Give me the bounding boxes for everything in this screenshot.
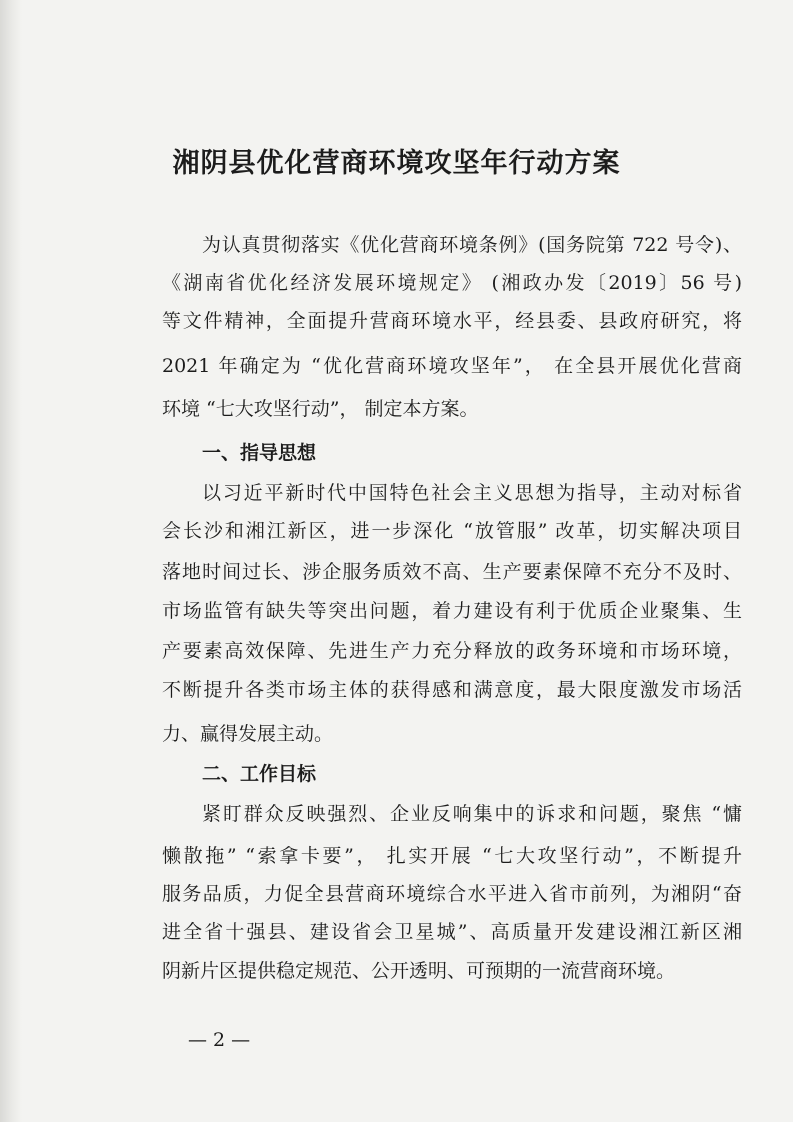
- section1-line-6: 不断提升各类市场主体的获得感和满意度，最大限度激发市场活: [162, 679, 742, 701]
- section2-line-2: 懒散拖” “索拿卡要”， 扎实开展 “七大攻坚行动”，不断提升: [162, 845, 742, 867]
- intro-line-4: 2021 年确定为 “优化营商环境攻坚年”， 在全县开展优化营商: [162, 355, 742, 377]
- section2-line-5: 阴新片区提供稳定规范、公开透明、可预期的一流营商环境。: [162, 960, 676, 982]
- intro-line-5: 环境 “七大攻坚行动”， 制定本方案。: [162, 398, 479, 420]
- section1-line-4: 市场监管有缺失等突出问题，着力建设有利于优质企业聚集、生: [162, 600, 742, 622]
- section2-line-3: 服务品质，力促全县营商环境综合水平进入省市前列，为湘阴“奋: [162, 883, 742, 905]
- section1-line-2: 会长沙和湘江新区，进一步深化 “放管服” 改革，切实解决项目: [162, 520, 742, 542]
- section1-line-5: 产要素高效保障、先进生产力充分释放的政务环境和市场环境，: [162, 640, 742, 662]
- page-number: — 2 —: [188, 1029, 251, 1051]
- intro-line-1: 为认真贯彻落实《优化营商环境条例》(国务院第 722 号令)、: [202, 234, 742, 256]
- intro-line-3: 等文件精神，全面提升营商环境水平，经县委、县政府研究，将: [162, 310, 742, 332]
- section-heading-guiding-thought: 一、指导思想: [202, 442, 317, 464]
- document-title: 湘阴县优化营商环境攻坚年行动方案: [172, 148, 621, 179]
- section1-line-3: 落地时间过长、涉企服务质效不高、生产要素保障不充分不及时、: [162, 561, 742, 583]
- section2-line-1: 紧盯群众反映强烈、企业反响集中的诉求和问题，聚焦 “慵: [202, 803, 742, 825]
- section-heading-work-goals: 二、工作目标: [202, 763, 317, 785]
- section1-line-7: 力、赢得发展主动。: [162, 723, 334, 745]
- section2-line-4: 进全省十强县、建设省会卫星城”、高质量开发建设湘江新区湘: [162, 921, 742, 943]
- section1-line-1: 以习近平新时代中国特色社会主义思想为指导，主动对标省: [202, 482, 742, 504]
- intro-line-2: 《湖南省优化经济发展环境规定》 (湘政办发〔2019〕56 号): [162, 272, 742, 294]
